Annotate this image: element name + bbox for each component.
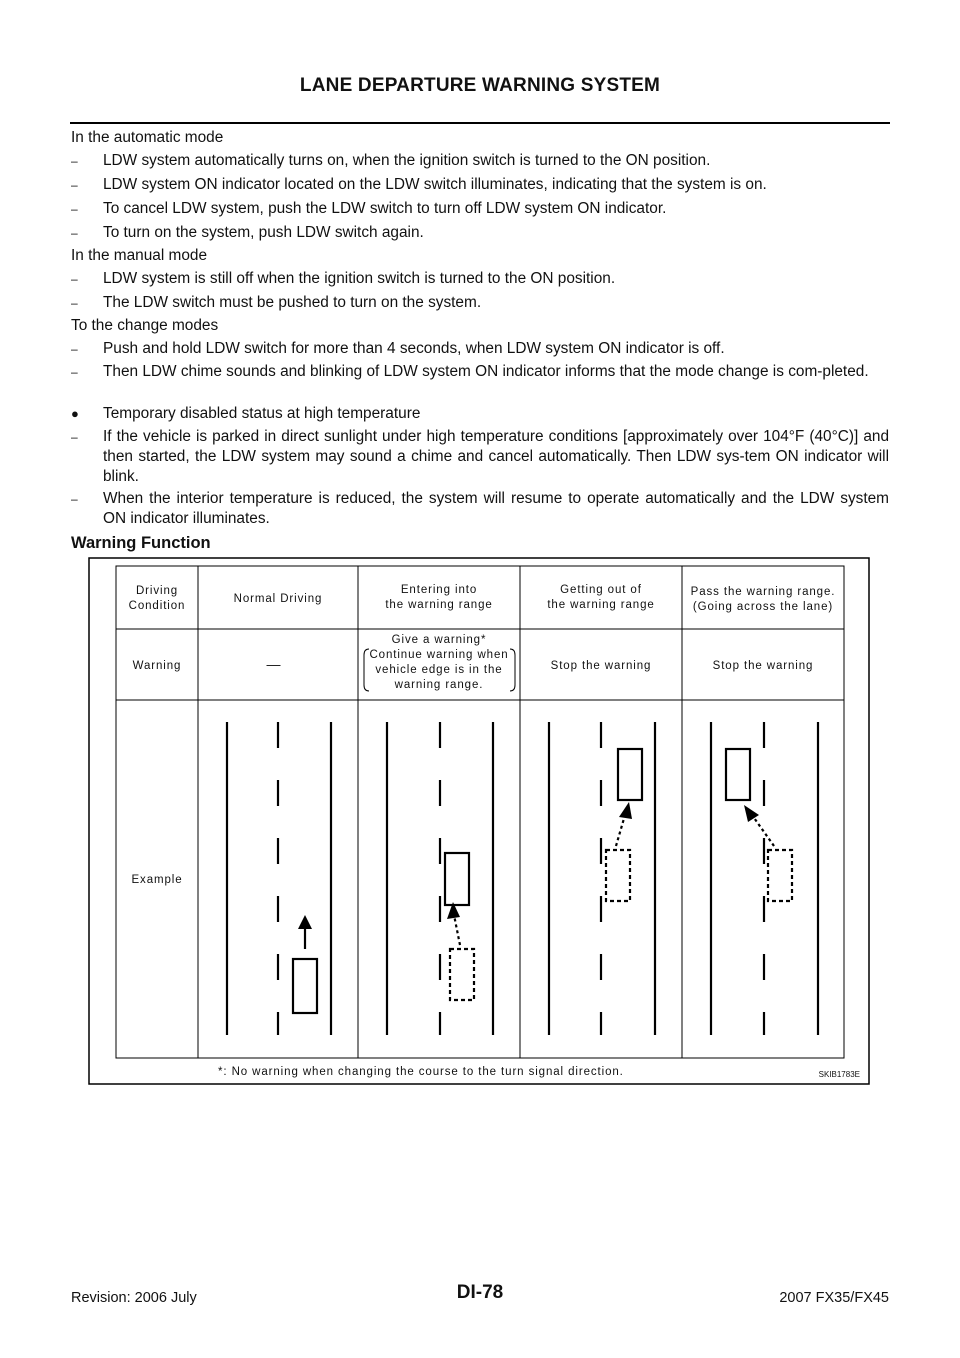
dash-marker: –	[71, 365, 78, 379]
list-item	[71, 362, 889, 382]
page-title: LANE DEPARTURE WARNING SYSTEM	[299, 75, 661, 96]
title-divider	[70, 122, 890, 124]
dash-marker: –	[71, 342, 78, 356]
bullet-item	[71, 404, 889, 424]
dash-marker: –	[71, 226, 78, 240]
list-item-text: To cancel LDW system, push the LDW switch to turn off LDW system ON indicator.	[103, 200, 667, 217]
dash-marker: –	[71, 154, 78, 168]
figure-footnote: *: No warning when changing the course to the turn signal direction.	[218, 1066, 624, 1078]
list-item-text: If the vehicle is parked in direct sunlight under high temperature conditions [approximately over 104°F (40°C)] and then started, the LDW system may sound a chime and cancel automatically. Then LDW sys-tem ON indicator will blink.	[103, 428, 889, 485]
dash-marker: –	[71, 430, 78, 444]
list-item	[71, 489, 889, 529]
list-item	[71, 339, 889, 359]
list-item-text: LDW system ON indicator located on the LDW switch illuminates, indicating that the system is on.	[103, 176, 767, 193]
list-item	[71, 151, 889, 171]
footer-page-number: DI-78	[456, 1282, 504, 1303]
list-item-text: Then LDW chime sounds and blinking of LDW system ON indicator informs that the mode change is com-pleted.	[103, 363, 869, 380]
warning-entering-line4: warning range.	[394, 679, 484, 691]
list-item-text: When the interior temperature is reduced, the system will resume to operate automatically and the LDW system ON indicator illuminates.	[103, 490, 889, 527]
list-item	[71, 427, 889, 487]
warning-entering-line1: Give a warning*	[391, 634, 487, 646]
automatic-mode-heading: In the automatic mode	[71, 129, 224, 146]
manual-mode-heading: In the manual mode	[71, 247, 208, 264]
warning-pass: Stop the warning	[712, 660, 814, 672]
warning-entering-line2: Continue warning when	[369, 649, 509, 661]
list-item	[71, 269, 889, 289]
header-label-line2: Condition	[128, 600, 186, 612]
header-pass-line2: (Going across the lane)	[692, 601, 834, 613]
list-item	[71, 293, 889, 313]
list-item-text: LDW system is still off when the ignition switch is turned to the ON position.	[103, 270, 616, 287]
dash-marker: –	[71, 296, 78, 310]
bullet-marker: ●	[71, 406, 79, 421]
example-label: Example	[131, 874, 183, 886]
header-entering-line2: the warning range	[385, 599, 493, 611]
header-pass-line1: Pass the warning range.	[690, 586, 836, 598]
footer-revision: Revision: 2006 July	[71, 1290, 197, 1306]
list-item-text: LDW system automatically turns on, when the ignition switch is turned to the ON position.	[103, 152, 711, 169]
bullet-item-text: Temporary disabled status at high temperature	[103, 405, 421, 422]
list-item	[71, 223, 889, 243]
header-label-line1: Driving	[135, 585, 179, 597]
list-item	[71, 199, 889, 219]
header-getting-out-line1: Getting out of	[560, 584, 642, 596]
list-item-text: Push and hold LDW switch for more than 4 seconds, when LDW system ON indicator is off.	[103, 340, 725, 357]
header-entering-line1: Entering into	[400, 584, 478, 596]
warning-label: Warning	[132, 660, 182, 672]
warning-entering-line3: vehicle edge is in the	[375, 664, 503, 676]
figure-id: SKIB1783E	[818, 1070, 860, 1079]
section-heading: Warning Function	[71, 534, 211, 552]
list-item-text: To turn on the system, push LDW switch again.	[103, 224, 424, 241]
change-modes-heading: To the change modes	[71, 317, 219, 334]
warning-normal-dash: —	[266, 656, 282, 672]
warning-function-figure	[88, 557, 870, 1085]
footer-model: 2007 FX35/FX45	[779, 1290, 889, 1306]
dash-marker: –	[71, 178, 78, 192]
warning-getting-out: Stop the warning	[550, 660, 652, 672]
list-item	[71, 175, 889, 195]
header-getting-out-line2: the warning range	[547, 599, 655, 611]
dash-marker: –	[71, 272, 78, 286]
header-normal-driving: Normal Driving	[233, 593, 323, 605]
dash-marker: –	[71, 202, 78, 216]
list-item-text: The LDW switch must be pushed to turn on the system.	[103, 294, 482, 311]
dash-marker: –	[71, 492, 78, 506]
